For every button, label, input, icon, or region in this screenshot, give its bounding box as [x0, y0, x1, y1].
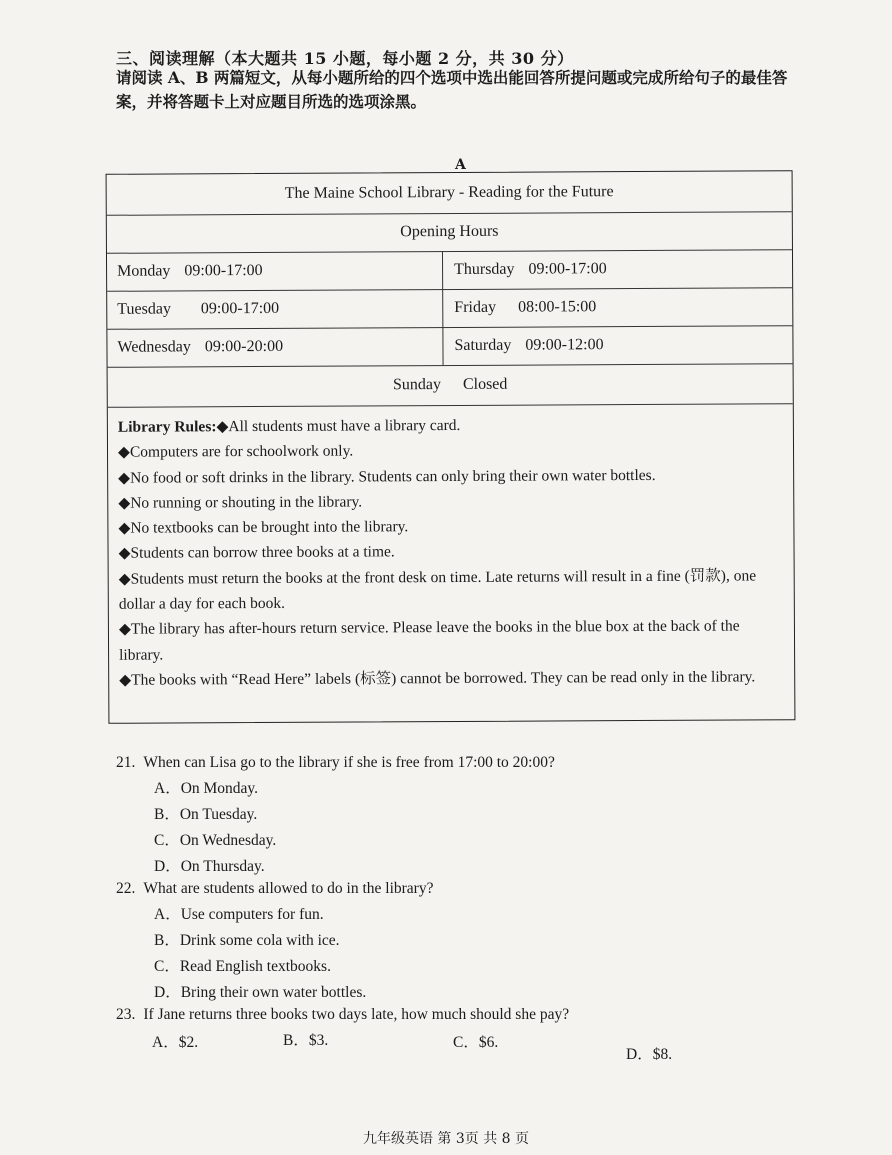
day-name: Thursday: [454, 260, 515, 278]
library-rules: [118, 411, 780, 693]
option-a[interactable]: A．On Monday.: [154, 780, 259, 797]
rule-item: ◆Students must return the books at the front desk on time. Late returns will result in a fine (罚款), one dollar a day for each book.: [118, 567, 757, 613]
option-b[interactable]: B．$3.: [283, 1032, 329, 1049]
day-name: Saturday: [454, 336, 512, 354]
rule-item: ◆Computers are for schoolwork only.: [117, 442, 354, 462]
option-c[interactable]: C．Read English textbooks.: [154, 958, 331, 975]
day-name: Friday: [454, 298, 497, 316]
question-text: If Jane returns three books two days late, how much should she pay?: [143, 1006, 570, 1023]
rules-label: Library Rules:: [117, 418, 217, 436]
option-c[interactable]: C．On Wednesday.: [154, 832, 277, 849]
question-number: 23.: [116, 1006, 136, 1023]
rule-item: ◆No running or shouting in the library.: [118, 493, 363, 512]
option-d[interactable]: D．Bring their own water bottles.: [154, 984, 367, 1001]
section-instruction: 请阅读 A、B 两篇短文，从每小题所给的四个选项中选出能回答所提问题或完成所给句子的最佳答案，并将答题卡上对应题目所选的选项涂黑。: [116, 68, 788, 111]
hours-cell: [117, 327, 443, 367]
opening-hours-heading: Opening Hours: [107, 211, 792, 254]
page-footer: 九年级英语 第 3页 共 8 页: [362, 1131, 530, 1147]
question-text: When can Lisa go to the library if she is free from 17:00 to 20:00?: [143, 754, 555, 771]
day-time: 09:00-17:00: [528, 260, 607, 278]
library-title: The Maine School Library - Reading for the Future: [107, 171, 792, 216]
question-21: [116, 750, 555, 880]
day-time: 09:00-17:00: [184, 261, 263, 280]
option-b[interactable]: B．Drink some cola with ice.: [154, 932, 340, 949]
section-title: 三、阅读理解（本大题共 15 小题，每小题 2 分，共 30 分）: [116, 49, 574, 68]
question-number: 22.: [116, 880, 136, 897]
rule-item: ◆Students can borrow three books at a time.: [118, 543, 395, 563]
hours-cell: [444, 249, 792, 289]
day-name: Sunday: [392, 376, 441, 394]
rule-item: Library Rules:◆All students must have a library card.: [117, 416, 461, 436]
day-time: 09:00-12:00: [525, 336, 604, 354]
day-time: 08:00-15:00: [518, 298, 597, 316]
rule-item: ◆The books with “Read Here” labels (标签) cannot be borrowed. They can be read only in the library.: [119, 668, 756, 689]
option-a[interactable]: A．$2.: [152, 1034, 199, 1051]
hours-cell: [117, 251, 443, 291]
option-d[interactable]: D．On Thursday.: [154, 858, 265, 875]
rule-item: ◆No textbooks can be brought into the library.: [118, 518, 409, 537]
hours-row: [107, 249, 792, 292]
hours-row: [107, 325, 792, 368]
hours-row: [107, 287, 792, 330]
library-notice: [106, 170, 796, 724]
passage-letter: A: [455, 157, 466, 173]
day-name: Monday: [117, 262, 171, 280]
option-c[interactable]: C．$6.: [453, 1034, 499, 1051]
day-name: Tuesday: [117, 300, 171, 318]
question-23: [116, 1006, 816, 1064]
day-name: Wednesday: [117, 338, 191, 356]
sunday-row: [108, 363, 793, 408]
day-time: 09:00-20:00: [204, 337, 284, 356]
question-number: 21.: [116, 754, 136, 771]
day-time: Closed: [462, 375, 508, 393]
question-22: [116, 876, 433, 1006]
option-b[interactable]: B．On Tuesday.: [154, 806, 258, 823]
rule-item: ◆The library has after-hours return service. Please leave the books in the blue box at the back of the library.: [118, 617, 740, 664]
day-time: 09:00-17:00: [200, 299, 280, 318]
hours-cell: [117, 289, 443, 329]
rule-item: ◆No food or soft drinks in the library. Students can only bring their own water bottles.: [118, 466, 656, 487]
question-text: What are students allowed to do in the library?: [143, 880, 434, 897]
hours-cell: [444, 287, 792, 327]
option-d[interactable]: D．$8.: [626, 1046, 673, 1063]
option-a[interactable]: A．Use computers for fun.: [154, 906, 324, 923]
hours-cell: [444, 325, 792, 365]
